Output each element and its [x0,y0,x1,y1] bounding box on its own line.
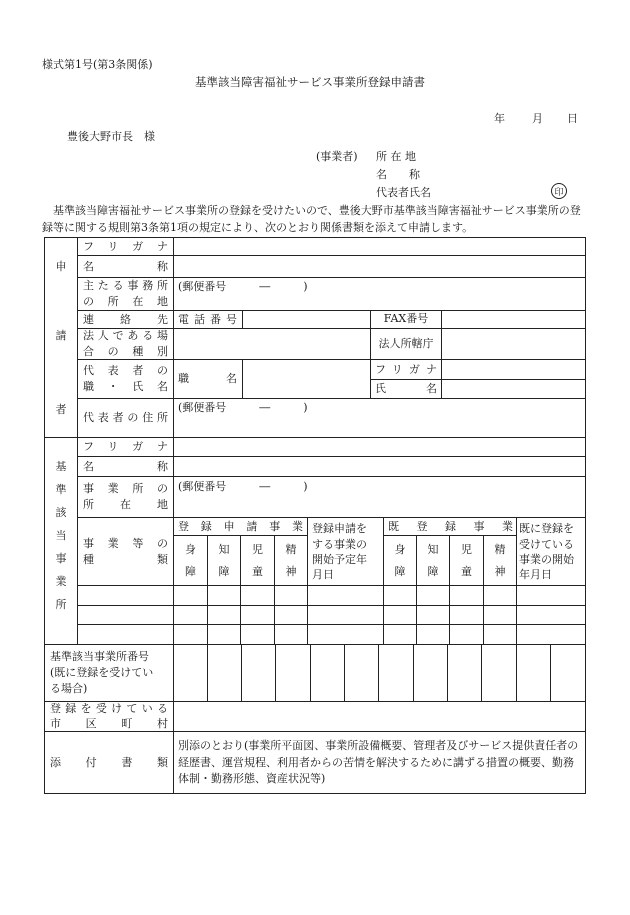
name-label: 名 称 [376,168,420,181]
office-address-label: 主たる事務所 の所在地 [83,279,168,308]
representative-title-label: 代表者の 職・氏名 [83,364,168,393]
representative-postal-code: (郵便番号 ― ) [178,400,308,414]
applicant-side-char: 請 [55,328,67,342]
intro-text: 基準該当障害福祉サービス事業所の登録を受けたいので、豊後大野市基準該当障害福祉サービス事業所の登録等に関する規則第3条第1項の規定により、次のとおり関係書類を添えて申請します。 [42,204,581,235]
person-name-label: 氏名 [375,382,437,396]
date-year: 年 [494,112,505,125]
facility-side-char: 業 [55,574,67,588]
municipality-label: 登録を受けている 市区町村 [50,702,168,730]
existing-category-children: 児 童 [461,542,472,578]
position-label: 職名 [178,372,237,386]
corporation-type-label: 法人である場 合の種別 [83,329,168,358]
facility-side-char: 当 [55,528,67,542]
form-title: 基準該当障害福祉サービス事業所登録申請書 [195,75,425,89]
applicant-side-char: 申 [55,259,67,273]
facility-side-char: 事 [55,551,67,565]
attachments-text: 別添のとおり(事業所平面図、事業所設備概要、管理者及びサービス提供責任者の経歴書、運営規程、利用者からの苦情を解決するために講ずる措置の概要、勤務体制・勤務形態、資産状況等) [178,739,579,785]
applicant-tag: (事業者) [316,150,358,163]
phone-label: 電話番号 [178,312,237,326]
representative-furigana-label: フリガナ [375,362,437,376]
service-types-label: 事業等の 種類 [83,536,168,566]
category-intellectual: 知 障 [218,542,230,578]
representative-label: 代表者氏名 [376,186,431,199]
facility-postal-code: (郵便番号 ― ) [178,479,308,493]
representative-address-label: 代表者の住所 [83,411,168,425]
facility-side-char: 基 [55,459,67,473]
fax-label: FAX番号 [383,312,429,326]
applicant-side-char: 者 [55,402,67,416]
category-physical: 身 障 [185,542,196,578]
category-mental: 精 神 [285,542,297,578]
office-postal-code: (郵便番号 ― ) [178,279,308,293]
existing-start-date-header: 既に登録を 受けている 事業の開始 年月日 [519,522,574,582]
existing-category-mental: 精 神 [494,542,506,578]
existing-services-header: 既登録事業 [388,519,513,533]
date-month: 月 [532,112,543,125]
facility-name-label: 名称 [83,459,168,473]
corporation-office-label: 法人所轄庁 [378,336,434,350]
facility-side-char: 所 [55,597,67,611]
planned-start-date-header: 登録申請を する事業の 開始予定年 月日 [312,522,367,582]
applicant-name-label: 名称 [83,259,168,273]
existing-category-intellectual: 知 障 [427,542,439,578]
applied-services-header: 登録申請事業 [178,519,303,533]
address-label: 所 在 地 [376,150,416,163]
attachments-label: 添付書類 [50,755,168,769]
category-children: 児 童 [252,542,263,578]
facility-number-label: 基準該当事業所番号 (既に登録を受けてい る場合) [50,650,154,695]
seal-mark: 印 [551,183,567,199]
date-day: 日 [567,112,578,125]
facility-side-char: 準 [55,482,67,496]
form-number: 様式第1号(第3条関係) [42,58,153,71]
addressee: 豊後大野市長 様 [67,130,155,143]
contact-label: 連絡先 [83,312,168,326]
facility-side-char: 該 [55,505,67,519]
facility-furigana-label: フリガナ [83,440,168,454]
facility-location-label: 事業所の 所在地 [83,482,168,511]
existing-category-physical: 身 障 [394,542,406,578]
applicant-furigana-label: フリガナ [83,239,168,253]
